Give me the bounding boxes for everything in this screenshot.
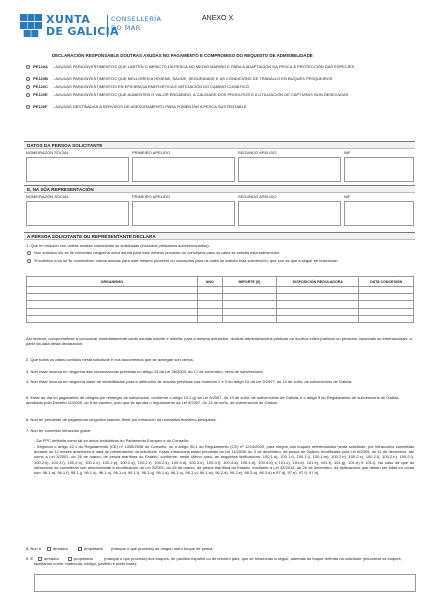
representative-header: E, NA SÚA REPRESENTACIÓN — [24, 185, 415, 193]
procedure-text-pe120c: - AXUDAS PARA INVESTIMENTOS EN EFICIENCIA ENERXÉTICA E MITIGACIÓN DO CAMBIO CLIMÁTICO — [53, 84, 249, 89]
table-row[interactable] — [27, 315, 414, 322]
form-title: DECLARACIÓN RESPONSABLE DOUTRAS AXUDAS NO PAGAMENTO E COMPROMISO DO REQUISITO DE ADMISIBILIDADE — [52, 53, 313, 58]
declaration-item-4: 4. Non estar incursa en ningunha clase de inhabilitación para a obtención de axudas previstas nos números 2 e 3 do artigo 10 da Lei 9/2007, do 13 de xuño, de subvencións de Galicia. — [26, 379, 353, 384]
item8-propietario-label: propietario — [84, 546, 103, 551]
applicant-surname2-label: SEGUNDO APELIDO — [238, 150, 277, 155]
declaration-item-6: 6. Non ter pendente de pagamento ningunha sanción firme por infracción da normativa marítimo-pesqueira. — [26, 417, 217, 422]
vessels-list-textarea[interactable] — [34, 574, 416, 592]
procedure-radio-pe120c[interactable] — [26, 85, 30, 89]
procedure-radio-pe120a[interactable] — [26, 65, 30, 69]
rep-surname1-input[interactable] — [132, 201, 235, 226]
procedure-radio-pe120e[interactable] — [26, 93, 30, 97]
conselleria-line2: DO MAR — [111, 24, 141, 32]
applicant-surname1-input[interactable] — [132, 157, 235, 182]
procedure-code-pe120b: PE120B — [33, 76, 48, 81]
other-aid-yes-label: Si solicitou e/ou se lle concederon outras axudas para este mesmo proxecto ou conceptos para os cales se solicita esta subvención, que son as que a seguir se relacionan: — [34, 258, 339, 263]
rep-surname2-label: SEGUNDO APELIDO — [238, 194, 277, 199]
table-row[interactable] — [27, 287, 414, 294]
declaration-item-2: 2. Que todos os datos contidos nesta solicitude e nos documentos que se achegan son certos. — [26, 357, 194, 362]
procedure-text-pe120b: - AXUDAS PARA INVESTIMENTOS QUE MELLOREN A HIXIENE, SAÚDE, SEGURIDADE E AS CONDICIÓNS DE TRABALLO EN BUQUES PESQUEIROS — [53, 76, 333, 81]
other-aid-yes-radio[interactable] — [27, 259, 31, 263]
other-aids-table — [26, 276, 414, 323]
procedure-code-pe120f: PE120F — [33, 104, 48, 109]
declaration-q1: 1. Que en relación con outras axudas concedidas ou solicitadas (incluídos préstamos subvencionados): — [26, 243, 210, 248]
col-disposicion: DISPOSICIÓN REGULADORA — [277, 277, 359, 287]
procedure-code-pe120a: PE120A — [33, 64, 48, 69]
applicant-header: DATOS DA PERSOA SOLICITANTE — [24, 141, 415, 149]
xunta-text-line1: XUNTA — [46, 13, 91, 26]
applicant-name-label: NOME/RAZÓN SOCIAL — [26, 150, 69, 155]
declaration-item-9-prefix: 9. É — [26, 556, 34, 561]
item9-armador-label: armador — [44, 556, 59, 561]
declaration-item-5: 5. Estar ao día no pagamento de obrigas por reintegro de subvención, conforme o artigo 10.2.g) da Lei 9/2007, do 13 de xuño, de subvencións de Galicia, e o artigo 9 do Regulamento de subvencións de Galicia, aprobado polo Decreto 11/2009, do 8 de xaneiro, polo que se aproba o regulamento da Lei 9/2007, do 13 de xuño, de subvencións de Galicia. — [26, 395, 400, 406]
applicant-surname2-input[interactable] — [238, 157, 341, 182]
declaration-item-3: 3. Non estar incursa en ningunha das circunstancias previstas no artigo 13 da Lei 38/2003, do 17 de novembro, xeral de subvencións. — [26, 369, 264, 374]
rep-surname2-input[interactable] — [238, 201, 341, 226]
declaration-item-7: 7. Non ter cometido infracción grave: — [26, 428, 92, 433]
rep-nif-label: NIF — [344, 194, 351, 199]
declaration-item-8-suffix: (marque o que proceda) de ningún outro buque de pesca. — [111, 546, 214, 551]
procedure-radio-pe120b[interactable] — [26, 77, 30, 81]
procedure-radio-pe120f[interactable] — [26, 105, 30, 109]
declaration-item-8-prefix: 8. Non é — [26, 546, 42, 551]
other-aid-none-radio[interactable] — [27, 251, 31, 255]
declaration-item-7a: - Da PPC definida como tal en actos lexislativos do Parlamento Europeo e do Consello; — [34, 438, 189, 443]
item8-armador-checkbox[interactable] — [47, 547, 51, 551]
rep-name-label: NOME/RAZÓN SOCIAL — [26, 194, 69, 199]
item9-propietario-label: propietario — [74, 556, 93, 561]
table-header-row — [27, 277, 414, 287]
procedure-code-pe120c: PE120C — [33, 84, 48, 89]
other-aid-none-label: Non solicitou nin se lle concedeu ningunha outra axuda para este mesmo proxecto ou conceptos para os cales se solicita esta subvención. — [34, 250, 281, 255]
procedure-code-pe120e: PE120E — [33, 92, 48, 97]
conselleria-line1: CONSELLERÍA — [111, 15, 162, 23]
col-ano: ANO — [197, 277, 222, 287]
procedure-text-pe120a: - AXUDAS PARA INVESTIMENTOS QUE LIMITEN O IMPACTO DA PESCA NO MEDIO MARIÑO E PARA A ADAPTACIÓN DA PESCA Á PROTECCIÓN DAS ESPECIES — [53, 64, 355, 69]
logo-divider — [107, 15, 108, 37]
rep-surname1-label: PRIMEIRO APELIDO — [132, 194, 171, 199]
annex-label: ANEXO X — [202, 15, 234, 22]
item8-propietario-checkbox[interactable] — [78, 547, 82, 551]
applicant-name-input[interactable] — [26, 157, 129, 182]
applicant-nif-label: NIF — [344, 150, 351, 155]
xunta-logo — [20, 12, 125, 42]
rep-name-input[interactable] — [26, 201, 129, 226]
applicant-nif-input[interactable] — [344, 157, 414, 182]
table-row[interactable] — [27, 294, 414, 301]
item8-armador-label: armador — [53, 546, 68, 551]
table-row[interactable] — [27, 308, 414, 315]
xunta-text-line2: DE GALICIA — [46, 25, 119, 38]
col-organismo: ORGANISMO — [27, 277, 198, 287]
declaration-item-7b: - Segundo o artigo 42.1 do Regulamento (CE) nº 1005/2008 do Consello, ou o artigo 90.1 do Regulamento (CE) nº 1224/2009, para ningún dos buques referenciados nesta solicitude, por infraccións cometidas durante os 12 meses anteriores á data de presentación da solicitude. Estas infraccións están previstas na Lei 11/2008, do 3 de decembro, de pesca de Galicia, modificada pola Lei 6/2009, do 11 de decembro, así como a Lei 3/2001, do 26 de marzo, de pesca marítima do Estado, conforme, neste último caso, as seguintes tipificacións: 100.1.a), 100.1.f), 100.1.i), 100.1.m), 100.2.b), 100.2.c), 100.2.f), 100.2.h), 100.2.i), 100.2.k), 100.2.l), 100.2.n), 100.2.o), 100.2.p), 100.2.q), 100.2.r), 100.2.s), 100.3.d), 100.3.e), 100.3.f), 100.4.a), 100.4.b), 100.4.d) e 101.c), 101.d), 101.e), 101.f), 101.g), 101.h) e 101.i). No caso de que as infraccións se cometeran con anterioridade á modificación da Lei 3/2001, do 26 de marzo, de pesca marítima do Estado, mediante a Lei 33/2014, do 26 de decembro, as tipificacións que deben ser tidas en conta son: 96.1.a), 96.1.f), 96.1.j), 96.1.k), 96.1.n), 96.1.o), 96.1.f), 96.1.q), 96.1.s), 96.1.u), 96.1.v), 96.1.w), 96.2.d), 96.2.e), 96.3.a), 96.3.d) e 97.d), 97.e), 97.f), 97.h). — [34, 444, 414, 476]
col-data: DATA CONCESIÓN — [359, 277, 414, 287]
declaration-item-9-suffix: (marque o que proceda) dos buques, de pavillón español ou de terceiro país, que se relacionan a seguir, ademais do buque referido na solicitude (enumerar os buques, facilitando nome, matrícula, código, pavillón e porto base): — [34, 556, 402, 567]
procedure-text-pe120f: - AXUDAS DESTINADAS A SERVIZOS DE ASESORAMENTO PARA FOMENTAR A PESCA SUSTENTABLE — [53, 104, 247, 109]
col-importe: IMPORTE (€) — [222, 277, 276, 287]
applicant-surname1-label: PRIMEIRO APELIDO — [132, 150, 171, 155]
rep-nif-input[interactable] — [344, 201, 414, 226]
commitment-text: Así mesmo, comprométese a comunicar inmediatamente canto axudas solicite e obteña, para a mesma actuación, doutras administracións públicas ou doutros entes públicos ou privados, nacionais ou internacionais, a partir da data desta declaración. — [26, 336, 412, 347]
procedure-text-pe120e: - AXUDAS PARA INVESTIMENTOS QUE AUMENTEN O VALOR ENGADIDO, A CALIDADE DOS PRODUTOS E A UTILIZACIÓN DE CAPTURAS NON DESEXADAS — [53, 92, 349, 97]
table-row[interactable] — [27, 301, 414, 308]
declaration-header: A PERSOA SOLICITANTE OU REPRESENTANTE DECLARA — [24, 232, 415, 240]
xunta-emblem-icon — [20, 14, 42, 43]
